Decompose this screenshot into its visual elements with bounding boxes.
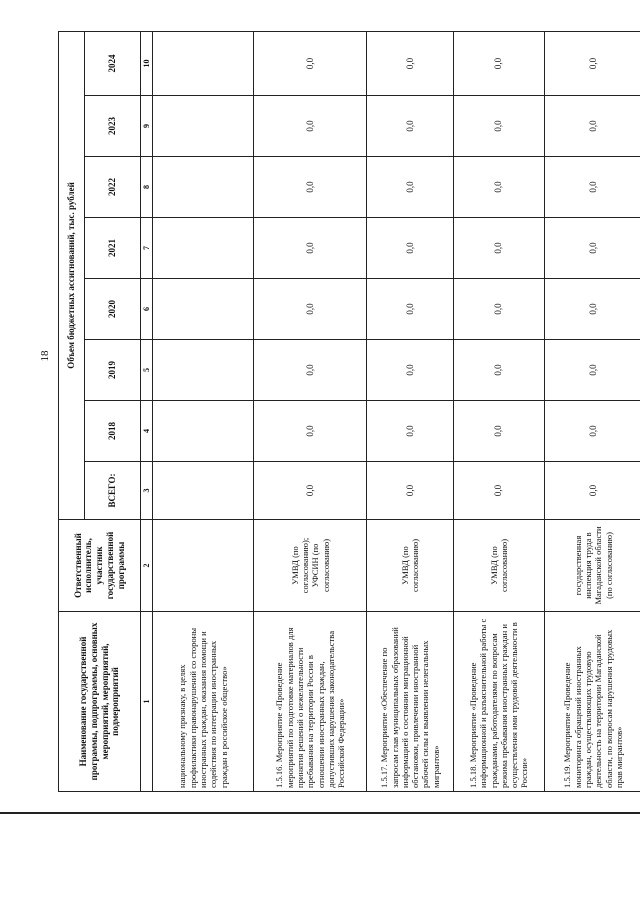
cell-value [153,340,254,401]
page-number: 18 [39,350,51,362]
header-year: 2021 [85,218,141,279]
header-year: 2019 [85,340,141,401]
cell-value: 0,0 [254,96,367,157]
cell-value: 0,0 [254,340,367,401]
cell-value [153,218,254,279]
header-year: 2022 [85,157,141,218]
cell-value: 0,0 [367,401,454,462]
cell-value: 0,0 [544,31,640,95]
cell-value: 0,0 [367,462,454,520]
column-number: 4 [141,401,153,462]
row-name: 1.5.18. Мероприятие «Проведение информационной и разъяснительной работы с гражданами, работодателями по вопросам режима пребывания иностранных граждан и осуществления ими трудовой деятельности в России» [453,612,544,792]
column-number: 3 [141,462,153,520]
cell-value: 0,0 [453,340,544,401]
row-responsible [153,520,254,612]
table-row [544,31,640,791]
cell-value [153,401,254,462]
cell-value: 0,0 [544,401,640,462]
cell-value: 0,0 [254,462,367,520]
row-name: 1.5.19. Мероприятие «Проведение мониторинга обращений иностранных граждан, осуществляющих трудовую деятельность на территории Магаданской области, по вопросам нарушения трудовых прав мигрантов» [544,612,640,792]
cell-value: 0,0 [453,157,544,218]
row-responsible: УМВД (по согласованию) [367,520,454,612]
header-budget: Объем бюджетных ассигнований, тыс. рублей [59,31,85,519]
cell-value: 0,0 [544,218,640,279]
header-year: 2018 [85,401,141,462]
column-number: 1 [141,612,153,792]
cell-value: 0,0 [367,96,454,157]
header-responsible: Ответственный исполнитель, участник государственной программы [59,520,141,612]
row-responsible: государственная инспекция труда в Магаданской области (по согласованию) [544,520,640,612]
cell-value: 0,0 [453,401,544,462]
cell-value: 0,0 [367,279,454,340]
cell-value: 0,0 [254,279,367,340]
cell-value: 0,0 [544,279,640,340]
row-name: 1.5.17. Мероприятие «Обеспечение по запросам глав муниципальных образований информацией о состоянии миграционной обстановки, привлечении иностранной рабочей силы и выявлении нелегальных мигрантов» [367,612,454,792]
header-total: ВСЕГО: [85,462,141,520]
cell-value: 0,0 [367,31,454,95]
cell-value: 0,0 [254,157,367,218]
cell-value [153,31,254,95]
cell-value [153,96,254,157]
header-year: 2023 [85,96,141,157]
row-responsible: УМВД (по согласованию); УФСИН (по согласованию) [254,520,367,612]
cell-value: 0,0 [544,462,640,520]
cell-value: 0,0 [453,96,544,157]
table-row [153,31,254,791]
cell-value: 0,0 [453,31,544,95]
cell-value: 0,0 [453,279,544,340]
cell-value [153,279,254,340]
row-responsible: УМВД (по согласованию) [453,520,544,612]
column-number: 9 [141,96,153,157]
header-name: Наименование государственной программы, подпрограммы, основных мероприятий, мероприятий, подмероприятий [59,612,141,792]
column-number: 6 [141,279,153,340]
cell-value: 0,0 [544,157,640,218]
table-row [367,31,454,791]
cell-value: 0,0 [254,401,367,462]
table-row [453,31,544,791]
cell-value: 0,0 [544,96,640,157]
column-number: 7 [141,218,153,279]
cell-value: 0,0 [544,340,640,401]
header-year: 2020 [85,279,141,340]
cell-value: 0,0 [367,340,454,401]
cell-value: 0,0 [367,218,454,279]
header-year: 2024 [85,31,141,95]
cell-value [153,157,254,218]
cell-value: 0,0 [367,157,454,218]
column-number: 8 [141,157,153,218]
column-number: 2 [141,520,153,612]
row-name: 1.5.16. Мероприятие «Проведение мероприятий по подготовке материалов для принятия решений о нежелательности пребывания на территории России в отношении иностранных граждан, допустивших нарушения законодательства Российской Федерации» [254,612,367,792]
cell-value: 0,0 [453,462,544,520]
row-name: национальному признаку, в целях профилактики правонарушений со стороны иностранных граждан, оказания помощи и содействия по интеграции иностранных граждан в российское общество» [153,612,254,792]
column-number: 10 [141,31,153,95]
cell-value: 0,0 [254,218,367,279]
cell-value [153,462,254,520]
horizontal-rule [0,812,640,814]
cell-value: 0,0 [254,31,367,95]
budget-table [58,31,640,792]
column-number: 5 [141,340,153,401]
cell-value: 0,0 [453,218,544,279]
table-row [254,31,367,791]
